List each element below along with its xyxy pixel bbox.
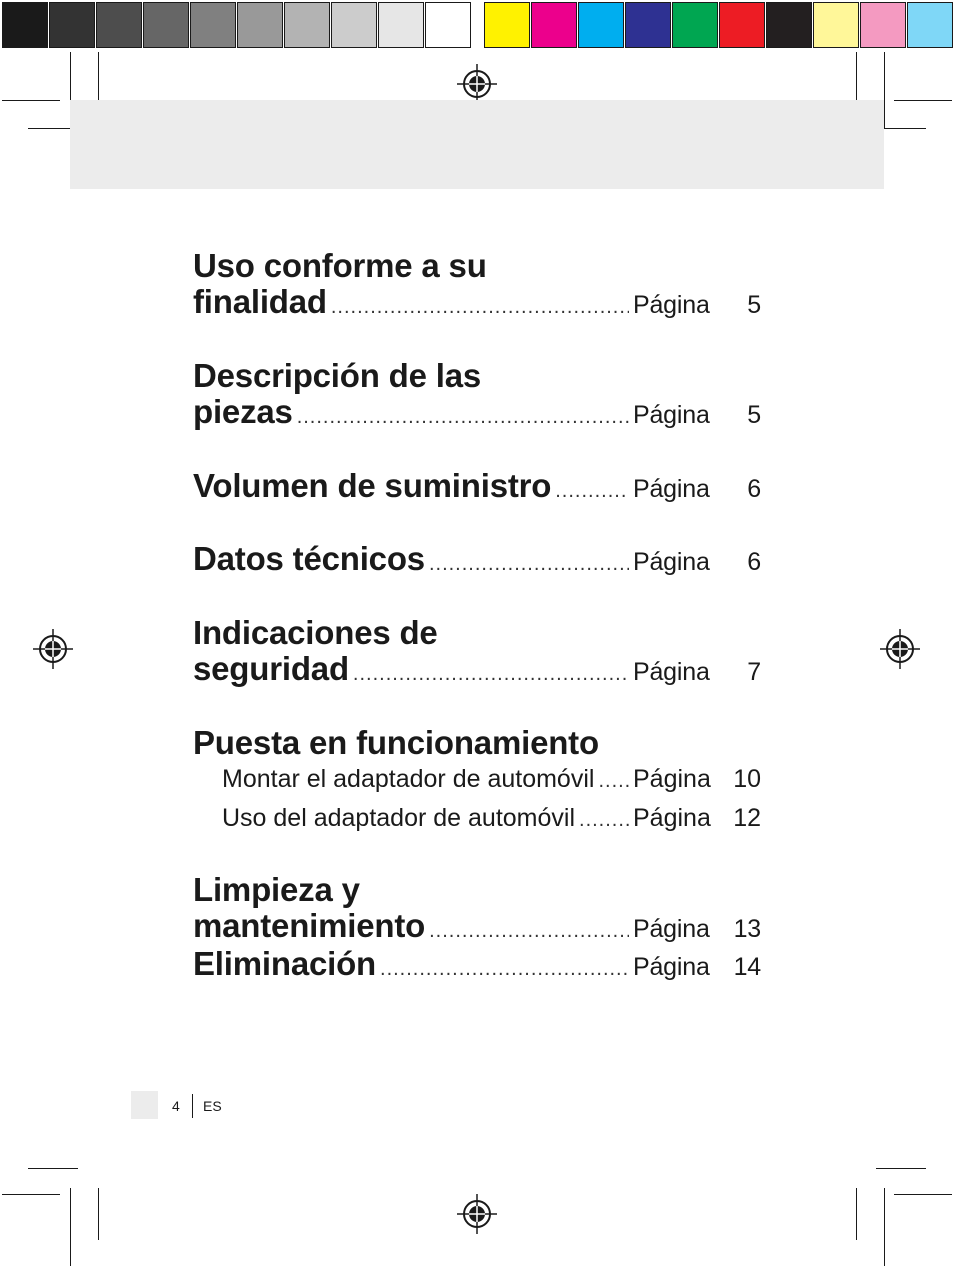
page-number: 6 [747, 548, 761, 576]
crop-mark [876, 1168, 926, 1169]
toc-title: Datos técnicos [193, 540, 425, 577]
leader-dots [429, 913, 629, 949]
page-number-footer: 4 [172, 1098, 180, 1114]
toc-title: mantenimiento [193, 907, 426, 944]
page-number: 10 [733, 765, 761, 793]
crop-mark [98, 52, 99, 104]
toc-entry[interactable] [193, 725, 761, 872]
toc-title: finalidad [193, 283, 327, 320]
leader-dots [579, 802, 629, 839]
toc-entry[interactable] [193, 468, 761, 541]
registration-mark-icon [457, 1194, 497, 1234]
footer-marker [131, 1091, 158, 1119]
page-number: 12 [733, 804, 761, 832]
crop-mark [70, 1188, 71, 1266]
color-swatch [860, 2, 906, 48]
toc-entry[interactable] [193, 615, 761, 725]
crop-mark [884, 52, 885, 128]
crop-mark [2, 1194, 60, 1195]
color-swatch [907, 2, 953, 48]
gray-calibration-bar [2, 2, 472, 48]
page-number: 14 [733, 953, 761, 981]
registration-mark-icon [880, 629, 920, 669]
language-code: ES [203, 1098, 222, 1114]
page-number: 5 [747, 291, 761, 319]
page-number: 6 [747, 475, 761, 503]
table-of-contents [193, 248, 761, 987]
color-swatch [672, 2, 718, 48]
page-number: 13 [733, 915, 761, 943]
crop-mark [28, 1168, 78, 1169]
toc-subentry[interactable] [193, 761, 761, 800]
leader-dots [555, 473, 629, 509]
toc-title: Eliminación [193, 945, 377, 982]
registration-mark-icon [33, 629, 73, 669]
registration-mark-icon [457, 64, 497, 104]
color-swatch [719, 2, 765, 48]
color-swatch [531, 2, 577, 48]
toc-entry[interactable] [193, 248, 761, 358]
page-label: Página [633, 658, 710, 686]
page-label: Página [633, 765, 711, 793]
color-swatch [143, 2, 189, 48]
color-swatch [578, 2, 624, 48]
crop-mark [856, 52, 857, 104]
page-number: 7 [747, 658, 761, 686]
crop-mark [98, 1188, 99, 1240]
leader-dots [598, 763, 629, 800]
color-swatch [425, 2, 471, 48]
toc-subtitle: Montar el adaptador de automóvil [222, 765, 595, 793]
color-swatch [237, 2, 283, 48]
color-swatch [2, 2, 48, 48]
color-calibration-bar [484, 2, 954, 48]
page-label: Página [633, 915, 710, 943]
crop-mark [884, 1188, 885, 1266]
color-swatch [190, 2, 236, 48]
color-swatch [766, 2, 812, 48]
color-swatch [625, 2, 671, 48]
toc-title: piezas [193, 393, 293, 430]
leader-dots [297, 399, 629, 435]
color-swatch [96, 2, 142, 48]
toc-title: Descripción de las [193, 357, 482, 394]
toc-title: Indicaciones de [193, 614, 438, 651]
toc-title: Uso conforme a su [193, 247, 487, 284]
color-swatch [378, 2, 424, 48]
footer-divider [192, 1094, 193, 1118]
toc-title: seguridad [193, 650, 349, 687]
color-swatch [49, 2, 95, 48]
crop-mark [2, 100, 60, 101]
leader-dots [429, 546, 629, 582]
page-label: Página [633, 475, 710, 503]
toc-entry[interactable] [193, 946, 761, 987]
color-swatch [484, 2, 530, 48]
page-label: Página [633, 548, 710, 576]
color-swatch [284, 2, 330, 48]
page-label: Página [633, 291, 710, 319]
leader-dots [353, 656, 629, 692]
toc-entry[interactable] [193, 541, 761, 615]
toc-title: Puesta en funcionamiento [193, 724, 599, 761]
page-label: Página [633, 401, 710, 429]
color-swatch [813, 2, 859, 48]
page-number: 5 [747, 401, 761, 429]
color-swatch [331, 2, 377, 48]
leader-dots [380, 951, 629, 987]
toc-subentry[interactable] [193, 800, 761, 839]
toc-title: Volumen de suministro [193, 467, 552, 504]
header-band [70, 100, 884, 189]
crop-mark [894, 1194, 952, 1195]
toc-entry[interactable] [193, 358, 761, 432]
page-label: Página [633, 953, 710, 981]
toc-title: Limpieza y [193, 871, 360, 908]
crop-mark [856, 1188, 857, 1240]
leader-dots [331, 289, 629, 325]
toc-subtitle: Uso del adaptador de automóvil [222, 804, 576, 832]
page-label: Página [633, 804, 711, 832]
crop-mark [894, 100, 952, 101]
